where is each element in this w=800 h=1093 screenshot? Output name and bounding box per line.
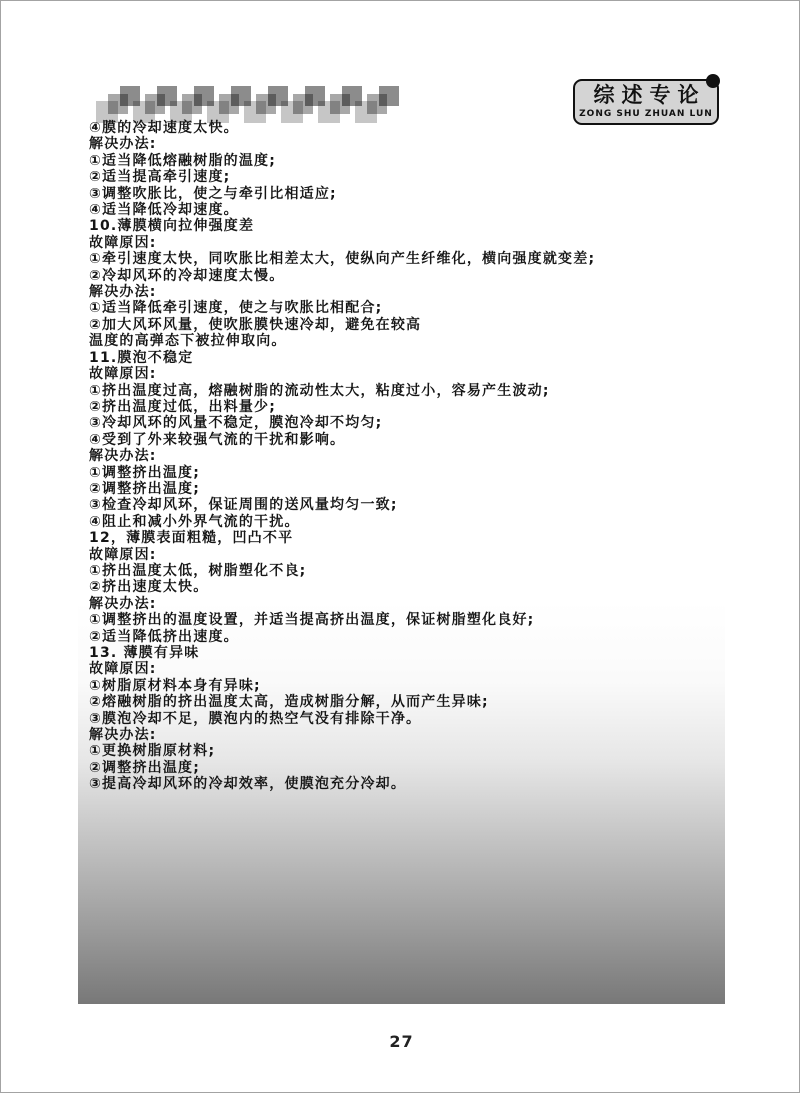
text-line: ①更换树脂原材料; [89,743,216,760]
text-line: ③冷却风环的风量不稳定，膜泡冷却不均匀; [89,415,383,432]
section-badge-subtitle: ZONG SHU ZHUAN LUN [579,109,713,119]
text-line: ③调整吹胀比，使之与牵引比相适应; [89,185,337,202]
text-line: ①调整挤出的温度设置，并适当提高挤出温度，保证树脂塑化良好; [89,612,535,629]
text-line: ④适当降低冷却速度。 [89,202,239,219]
text-line: ①挤出温度太低，树脂塑化不良; [89,562,307,579]
text-line: 解决办法: [89,727,157,744]
text-line: 故障原因: [89,546,157,563]
text-line: ②适当提高牵引速度; [89,169,231,186]
text-line: ②挤出温度过低，出料量少; [89,398,277,415]
text-line: ②加大风环风量，使吹胀膜快速冷却，避免在较高 [89,316,422,333]
badge-corner-dot-icon [706,74,720,88]
text-line: 故障原因: [89,661,157,678]
text-line: 故障原因: [89,234,157,251]
text-line: 12，薄膜表面粗糙，凹凸不平 [89,530,294,547]
section-badge-title: 综述专论 [593,83,706,107]
text-line: ②调整挤出温度; [89,759,201,776]
body-text [89,120,729,793]
text-line: ①适当降低熔融树脂的温度; [89,152,277,169]
text-line: ③检查冷却风环，保证周围的送风量均匀一致; [89,497,398,514]
text-line: 解决办法: [89,448,157,465]
page-number: 27 [389,1032,414,1051]
text-line: ②挤出速度太快。 [89,579,209,596]
deco-square [379,86,399,106]
text-line: 故障原因: [89,366,157,383]
text-line: ②冷却风环的冷却速度太慢。 [89,267,285,284]
text-line: ①树脂原材料本身有异味; [89,677,261,694]
text-line: ②调整挤出温度; [89,480,201,497]
text-line: 解决办法: [89,595,157,612]
section-badge [573,79,719,125]
text-line: ①适当降低牵引速度，使之与吹胀比相配合; [89,300,383,317]
text-line: ②适当降低挤出速度。 [89,628,239,645]
text-line: ④阻止和减小外界气流的干扰。 [89,513,300,530]
text-line: ①牵引速度太快，同吹胀比相差太大，使纵向产生纤维化，横向强度就变差; [89,251,596,268]
text-line: ④受到了外来较强气流的干扰和影响。 [89,431,346,448]
text-line: 解决办法: [89,136,157,153]
text-line: 11.膜泡不稳定 [89,349,194,366]
text-line: 温度的高弹态下被拉伸取向。 [89,333,287,350]
text-line: 10.薄膜横向拉伸强度差 [89,218,255,235]
text-line: ②熔融树脂的挤出温度太高，造成树脂分解，从而产生异味; [89,694,489,711]
text-line: 解决办法: [89,284,157,301]
text-line: ①挤出温度过高，熔融树脂的流动性太大，粘度过小，容易产生波动; [89,382,550,399]
text-line: ③提高冷却风环的冷却效率，使膜泡充分冷却。 [89,776,407,793]
text-line: ④膜的冷却速度太快。 [89,120,239,136]
text-line: ①调整挤出温度; [89,464,201,481]
text-line: ③膜泡冷却不足，膜泡内的热空气没有排除干净。 [89,710,422,727]
text-line: 13. 薄膜有异味 [89,645,200,661]
